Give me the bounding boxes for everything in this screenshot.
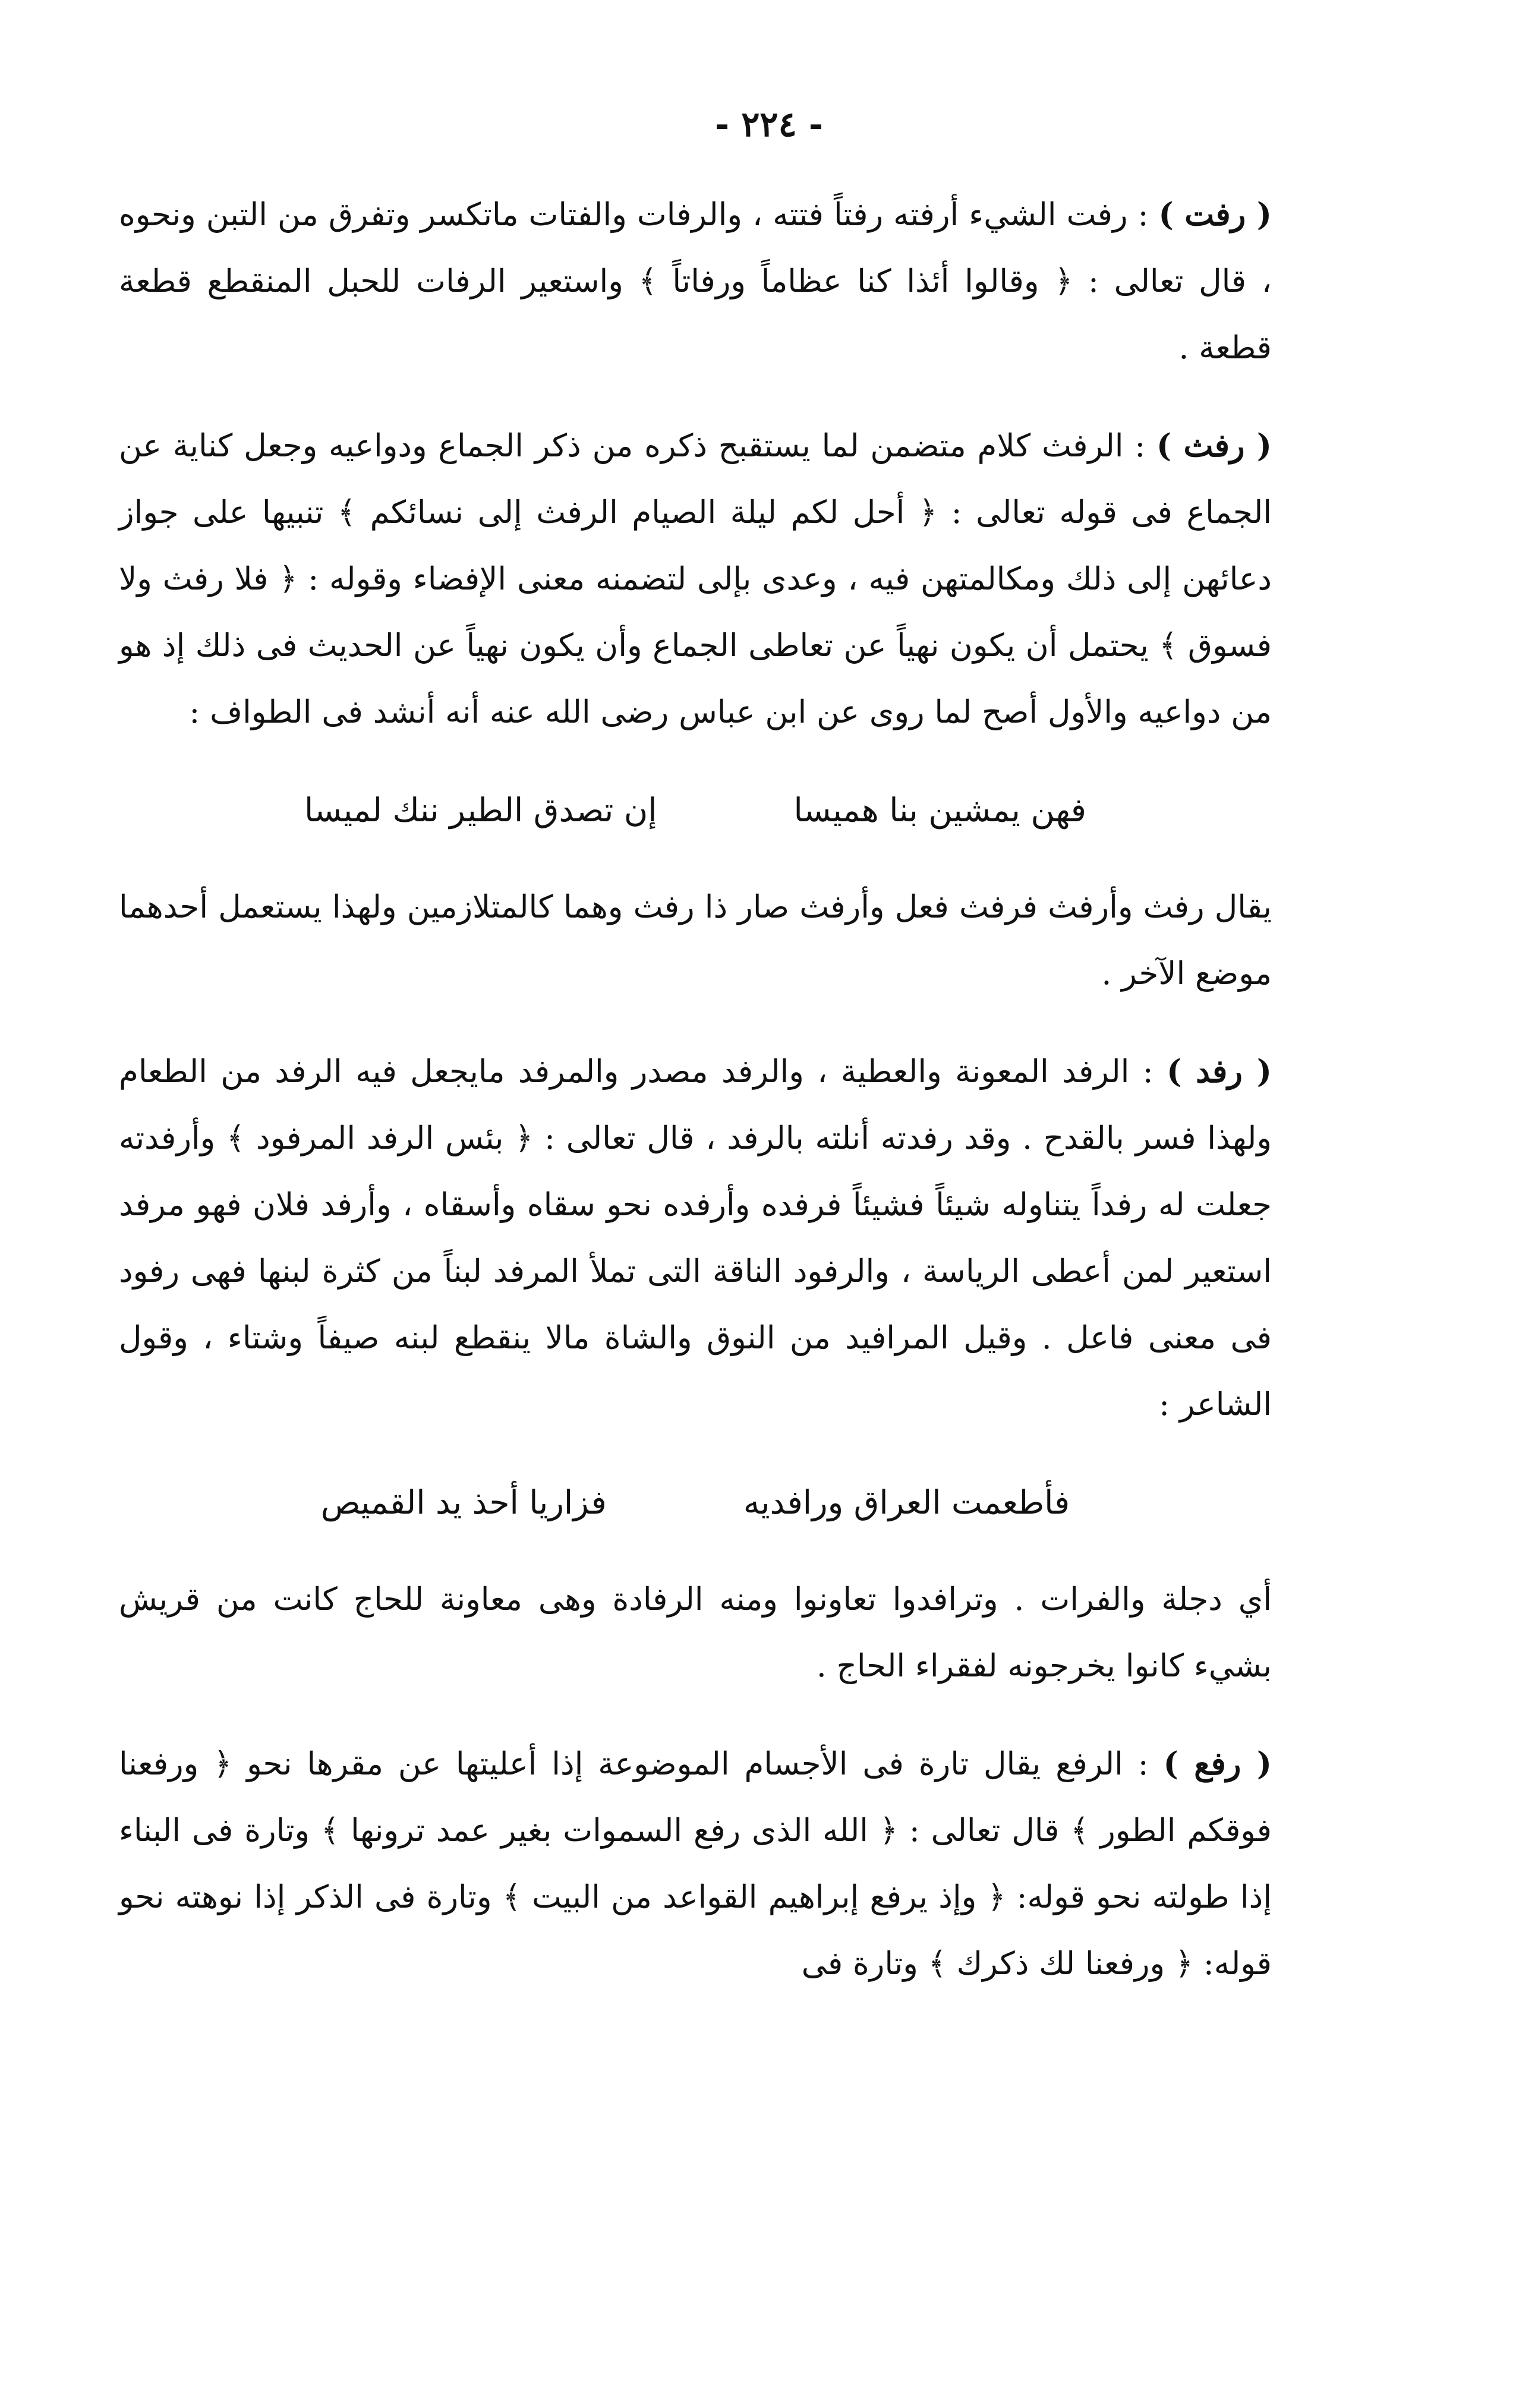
verse-first-hemistich: فأطعمت العراق ورافديه [743, 1483, 1070, 1521]
entry-text: : الرفع يقال تارة فى الأجسام الموضوعة إذا أعليتها عن مقرها نحو ﴿ ورفعنا فوقكم الطور ﴾ قال تعالى : ﴿ الله الذى رفع السموات بغير عمد ترونها ﴾ وتارة فى البناء إذا طولته نحو قوله: ﴿ وإذ يرفع إبراهيم القواعد من البيت ﴾ وتارة فى الذكر إذا نوهته نحو قوله: ﴿ ورفعنا لك ذكرك ﴾ وتارة فى [119, 1746, 1272, 1982]
entry-text: : الرفد المعونة والعطية ، والرفد مصدر والمرفد مايجعل فيه الرفد من الطعام ولهذا فسر بالقدح . وقد رفدته أنلته بالرفد ، قال تعالى : ﴿ بئس الرفد المرفود ﴾ وأرفدته جعلت له رفداً يتناوله شيئاً فشيئاً فرفده وأرفده نحو سقاه وأسقاه ، وأرفد فلان فهو مرفد استعير لمن أعطى الرياسة ، والرفود الناقة التى تملأ المرفد لبناً من كثرة لبنها فهى رفود فى معنى فاعل . وقيل المرافيد من النوق والشاة مالا ينقطع لبنه صيفاً وشتاء ، وقول الشاعر : [119, 1054, 1272, 1423]
entry-continuation: أي دجلة والفرات . وترافدوا تعاونوا ومنه الرفادة وهى معاونة للحاج كانت من قريش بشيء كانوا يخرجونه لفقراء الحاج . [119, 1581, 1272, 1684]
entry-rafa [119, 1731, 1272, 1997]
entry-heading: ( رفت ) [1158, 196, 1272, 233]
poetry-verse [119, 1469, 1272, 1536]
verse-first-hemistich: فهن يمشين بنا هميسا [793, 791, 1086, 829]
verse-second-hemistich: إن تصدق الطير ننك لميسا [304, 791, 657, 829]
entry-text: : رفت الشيء أرفته رفتاً فتته ، والرفات والفتات ماتكسر وتفرق من التبن ونحوه ، قال تعالى : ﴿ وقالوا أئذا كنا عظاماً ورفاتاً ﴾ واستعير الرفات للحبل المنقطع قطعة قطعة . [119, 197, 1272, 366]
verse-second-hemistich: فزاريا أحذ يد القميص [320, 1483, 607, 1521]
entry-rafd [119, 1038, 1272, 1438]
entry-rafath [119, 412, 1272, 746]
page-number: - ٢٢٤ - [715, 104, 823, 144]
page-body [119, 181, 1272, 2028]
entry-text: : الرفث كلام متضمن لما يستقبح ذكره من ذكر الجماع ودواعيه وجعل كناية عن الجماع فى قوله تعالى : ﴿ أحل لكم ليلة الصيام الرفث إلى نسائكم ﴾ تنبيها على جواز دعائهن إلى ذلك ومكالمتهن فيه ، وعدى بإلى لتضمنه معنى الإفضاء وقوله : ﴿ فلا رفث ولا فسوق ﴾ يحتمل أن يكون نهياً عن تعاطى الجماع وأن يكون نهياً عن الحديث فى ذلك إذ هو من دواعيه والأول أصح لما روى عن ابن عباس رضى الله عنه أنه أنشد فى الطواف : [119, 428, 1272, 730]
entry-raft [119, 181, 1272, 382]
entry-heading: ( رفد ) [1167, 1053, 1272, 1090]
entry-heading: ( رفع ) [1163, 1745, 1272, 1782]
entry-heading: ( رفث ) [1156, 427, 1272, 464]
poetry-verse [119, 777, 1272, 843]
entry-continuation: يقال رفث وأرفث فرفث فعل وأرفث صار ذا رفث وهما كالمتلازمين ولهذا يستعمل أحدهما موضع الآخر . [119, 889, 1272, 992]
